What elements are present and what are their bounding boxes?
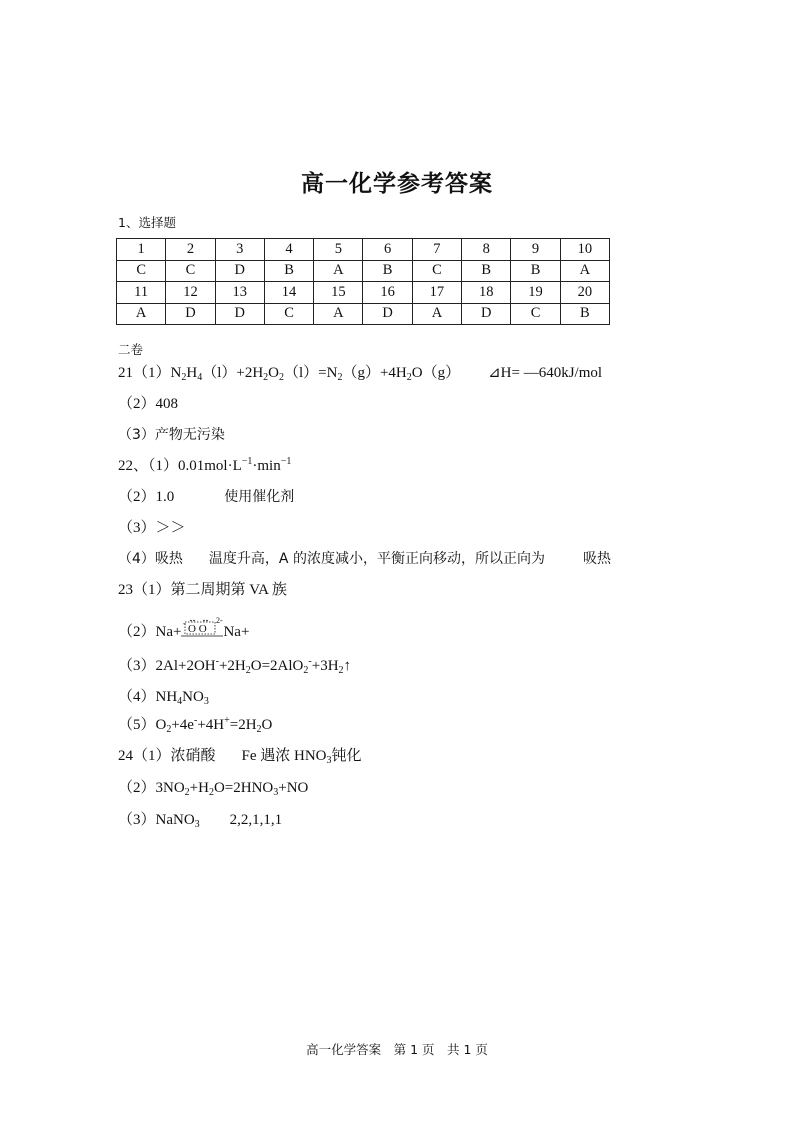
answer-table-cell: 12	[166, 282, 215, 304]
answer-table-cell: C	[264, 303, 313, 325]
answer-table-cell: 14	[264, 282, 313, 304]
answer-table-row	[117, 282, 610, 304]
answer-table-cell: 6	[363, 239, 412, 261]
section-choice-label: 1、选择题	[118, 215, 176, 230]
answer-table-cell: 11	[117, 282, 166, 304]
answer-table-cell: A	[560, 260, 609, 282]
q21-line2: （2）408	[118, 396, 179, 412]
answer-table-cell: 16	[363, 282, 412, 304]
answer-table-cell: A	[117, 303, 166, 325]
answer-table-cell: C	[166, 260, 215, 282]
answer-table-cell: A	[314, 303, 363, 325]
answer-table-cell: D	[215, 260, 264, 282]
q23-line1: 23（1）第二周期第 VA 族	[118, 582, 287, 598]
answer-table-cell: B	[560, 303, 609, 325]
answer-table-cell: B	[462, 260, 511, 282]
answer-table-cell: 10	[560, 239, 609, 261]
q23-line3: $(3)2Al+2OH^-+2H_2O=2AlO_2^-+3H_2↑$	[118, 656, 352, 676]
page-footer: 高一化学答案 第 1 页 共 1 页	[306, 1042, 488, 1057]
q24-line3: （3）NaNO$_3$ 2,2,1,1,1	[118, 812, 283, 830]
svg-text:2-: 2-	[216, 616, 224, 625]
answer-table-cell: 3	[215, 239, 264, 261]
q23-line2: （2）Na+ - O O 2- Na+	[118, 622, 249, 643]
answer-table-cell: 5	[314, 239, 363, 261]
answer-table-cell: 17	[412, 282, 461, 304]
svg-text:O O: O O	[188, 622, 208, 635]
answer-table-cell: D	[462, 303, 511, 325]
q21-line3: （3）产物无污染	[118, 427, 225, 443]
q22-line3: （3）＞＞	[118, 520, 186, 536]
section-two-label: 二卷	[118, 342, 144, 357]
answer-table-cell: D	[166, 303, 215, 325]
answer-table-cell: 8	[462, 239, 511, 261]
answer-table-cell: 2	[166, 239, 215, 261]
answer-table-cell: 18	[462, 282, 511, 304]
peroxide-lewis-structure	[179, 616, 225, 643]
answer-table-cell: B	[363, 260, 412, 282]
answer-table-row	[117, 260, 610, 282]
answer-table-cell: A	[314, 260, 363, 282]
answer-table-cell: 20	[560, 282, 609, 304]
answer-table-cell: C	[412, 260, 461, 282]
answer-table-cell: D	[363, 303, 412, 325]
q21-line1: $21(1)N_2H_4(l)+2H_2O_2(l)=N_2(g)+4H_2O(g)$ ⊿H= —640kJ/mol	[118, 365, 603, 383]
answer-table-row	[117, 239, 610, 261]
svg-text:-: -	[183, 617, 187, 628]
answer-table	[116, 238, 610, 325]
answer-table-cell: A	[412, 303, 461, 325]
answer-table-cell: D	[215, 303, 264, 325]
answer-table-cell: 4	[264, 239, 313, 261]
answer-table-cell: 9	[511, 239, 560, 261]
answer-table-row	[117, 303, 610, 325]
q23-line4: $(4)NH_4NO_3$	[118, 689, 209, 707]
answer-table-cell: 19	[511, 282, 560, 304]
answer-table-cell: 15	[314, 282, 363, 304]
answer-table-cell: 1	[117, 239, 166, 261]
answer-table-cell: 13	[215, 282, 264, 304]
q22-line1: 22、$(1)0.01mol\cdot L^{-1}\cdot\min^{-1}$	[118, 456, 292, 474]
q24-line1: 24（1）浓硝酸 Fe 遇浓 $HNO_3$钝化	[118, 748, 362, 766]
answer-table-cell: B	[264, 260, 313, 282]
page-title: 高一化学参考答案	[301, 171, 493, 197]
q24-line2: $(2)3NO_2+H_2O=2HNO_3+NO$	[118, 780, 309, 798]
answer-table-cell: 7	[412, 239, 461, 261]
answer-table-cell: C	[117, 260, 166, 282]
q23-line5: $(5)O_2+4e^-+4H^+=2H_2O$	[118, 715, 273, 735]
answer-table-cell: B	[511, 260, 560, 282]
q22-line2: （2）1.0 使用催化剂	[118, 489, 295, 505]
q22-line4: （4）吸热 温度升高，A 的浓度减小，平衡正向移动，所以正向为 吸热	[118, 551, 611, 567]
answer-table-cell: C	[511, 303, 560, 325]
